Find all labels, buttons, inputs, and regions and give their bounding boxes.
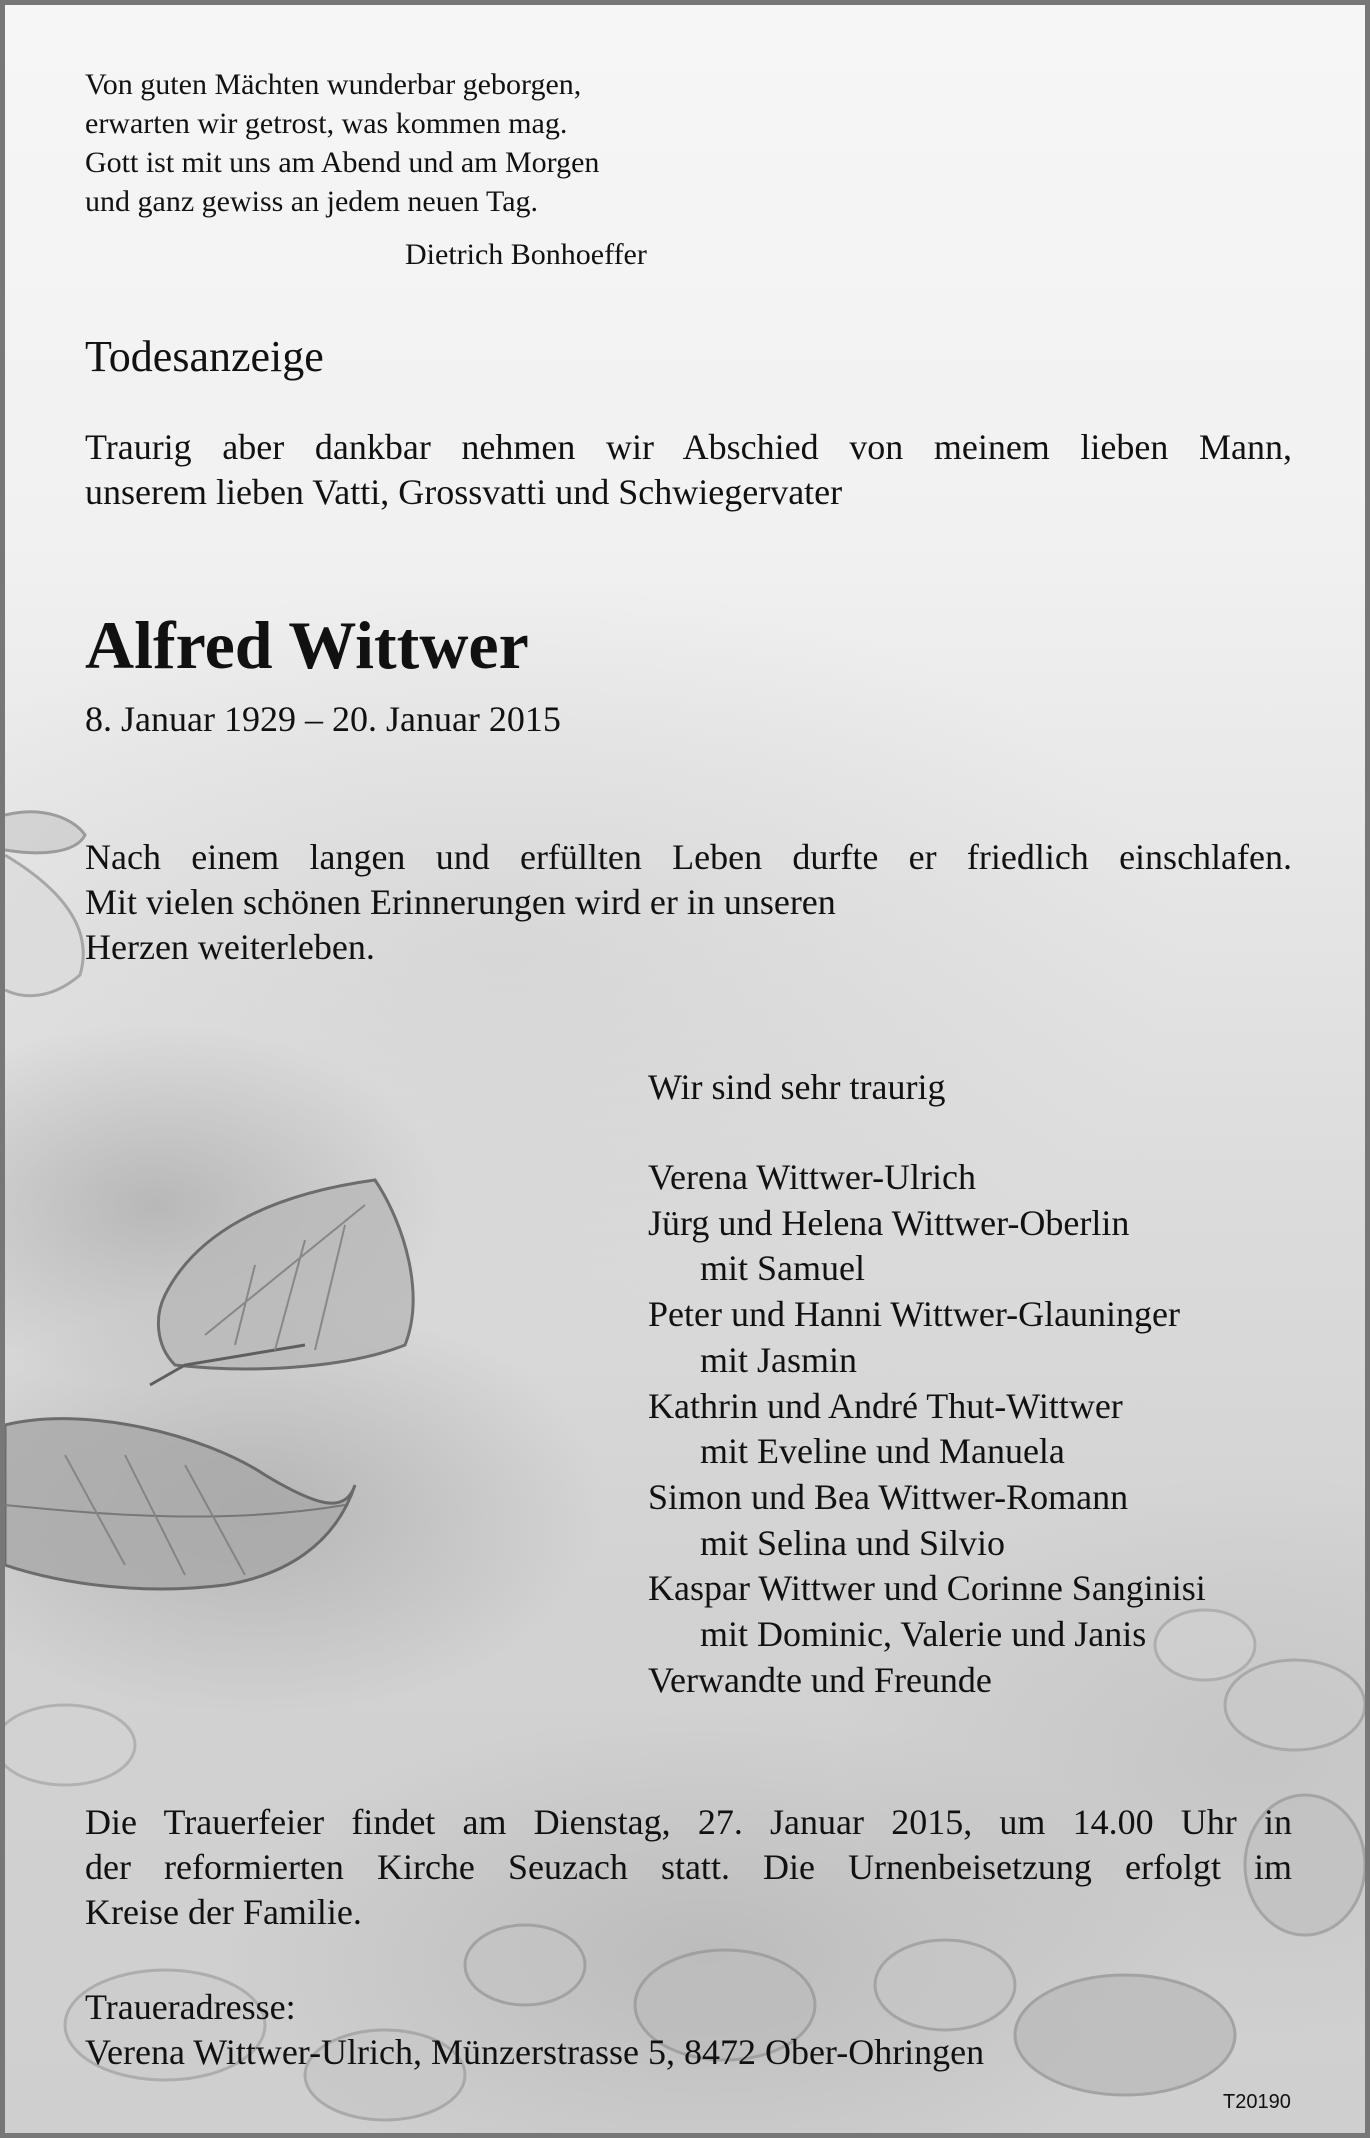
deceased-name: Alfred Wittwer [85, 607, 529, 683]
poem-line: erwarten wir getrost, was kommen mag. [85, 107, 568, 140]
service-line: der reformierten Kirche Seuzach statt. Die Urnenbeisetzung erfolgt im [85, 1847, 1292, 1887]
list-item: Kathrin und André Thut-Wittwer [648, 1385, 1123, 1426]
intro-line: unserem lieben Vatti, Grossvatti und Schwiegervater [85, 472, 843, 512]
list-item: mit Eveline und Manuela [700, 1431, 1065, 1472]
list-item: Verena Wittwer-Ulrich [648, 1157, 977, 1197]
ad-code: T20190 [1223, 2091, 1291, 2113]
list-item: mit Dominic, Valerie und Janis [700, 1614, 1147, 1655]
list-item: mit Samuel [700, 1248, 865, 1289]
list-item: Kaspar Wittwer und Corinne Sanginisi [648, 1568, 1206, 1609]
poem-line: Gott ist mit uns am Abend und am Morgen [85, 146, 600, 179]
mourners-list [648, 1155, 1206, 1703]
service-line: Kreise der Familie. [85, 1892, 362, 1932]
poem-line: und ganz gewiss an jedem neuen Tag. [85, 185, 539, 218]
mourners-intro: Wir sind sehr traurig [648, 1067, 946, 1107]
service-info [85, 1800, 1292, 1935]
paragraph-line: Herzen weiterleben. [85, 927, 375, 967]
obituary-page [5, 5, 1365, 2133]
service-line: Die Trauerfeier findet am Dienstag, 27. Januar 2015, um 14.00 Uhr in [85, 1802, 1292, 1842]
page-title: Todesanzeige [85, 332, 324, 381]
paragraph-line: Mit vielen schönen Erinnerungen wird er in unseren [85, 882, 836, 922]
address-label: Traueradresse: [85, 1987, 296, 2027]
list-item: mit Selina und Silvio [700, 1522, 1006, 1563]
address-value: Verena Wittwer-Ulrich, Münzerstrasse 5, 8472 Ober-Ohringen [85, 2032, 985, 2072]
poem-line: Von guten Mächten wunderbar geborgen, [85, 68, 582, 101]
poem [85, 65, 599, 221]
list-item: Verwandte und Freunde [648, 1659, 992, 1700]
list-item: mit Jasmin [700, 1339, 858, 1380]
intro-line: Traurig aber dankbar nehmen wir Abschied von meinem lieben Mann, [85, 427, 1292, 467]
intro-text [85, 425, 1292, 515]
farewell-paragraph [85, 835, 1292, 970]
life-dates: 8. Januar 1929 – 20. Januar 2015 [85, 699, 561, 739]
list-item: Peter und Hanni Wittwer-Glauninger [648, 1294, 1181, 1335]
paragraph-line: Nach einem langen und erfüllten Leben durfte er friedlich einschlafen. [85, 837, 1292, 877]
poem-author: Dietrich Bonhoeffer [405, 238, 647, 271]
list-item: Simon und Bea Wittwer-Romann [648, 1476, 1129, 1517]
list-item: Jürg und Helena Wittwer-Oberlin [648, 1202, 1130, 1243]
